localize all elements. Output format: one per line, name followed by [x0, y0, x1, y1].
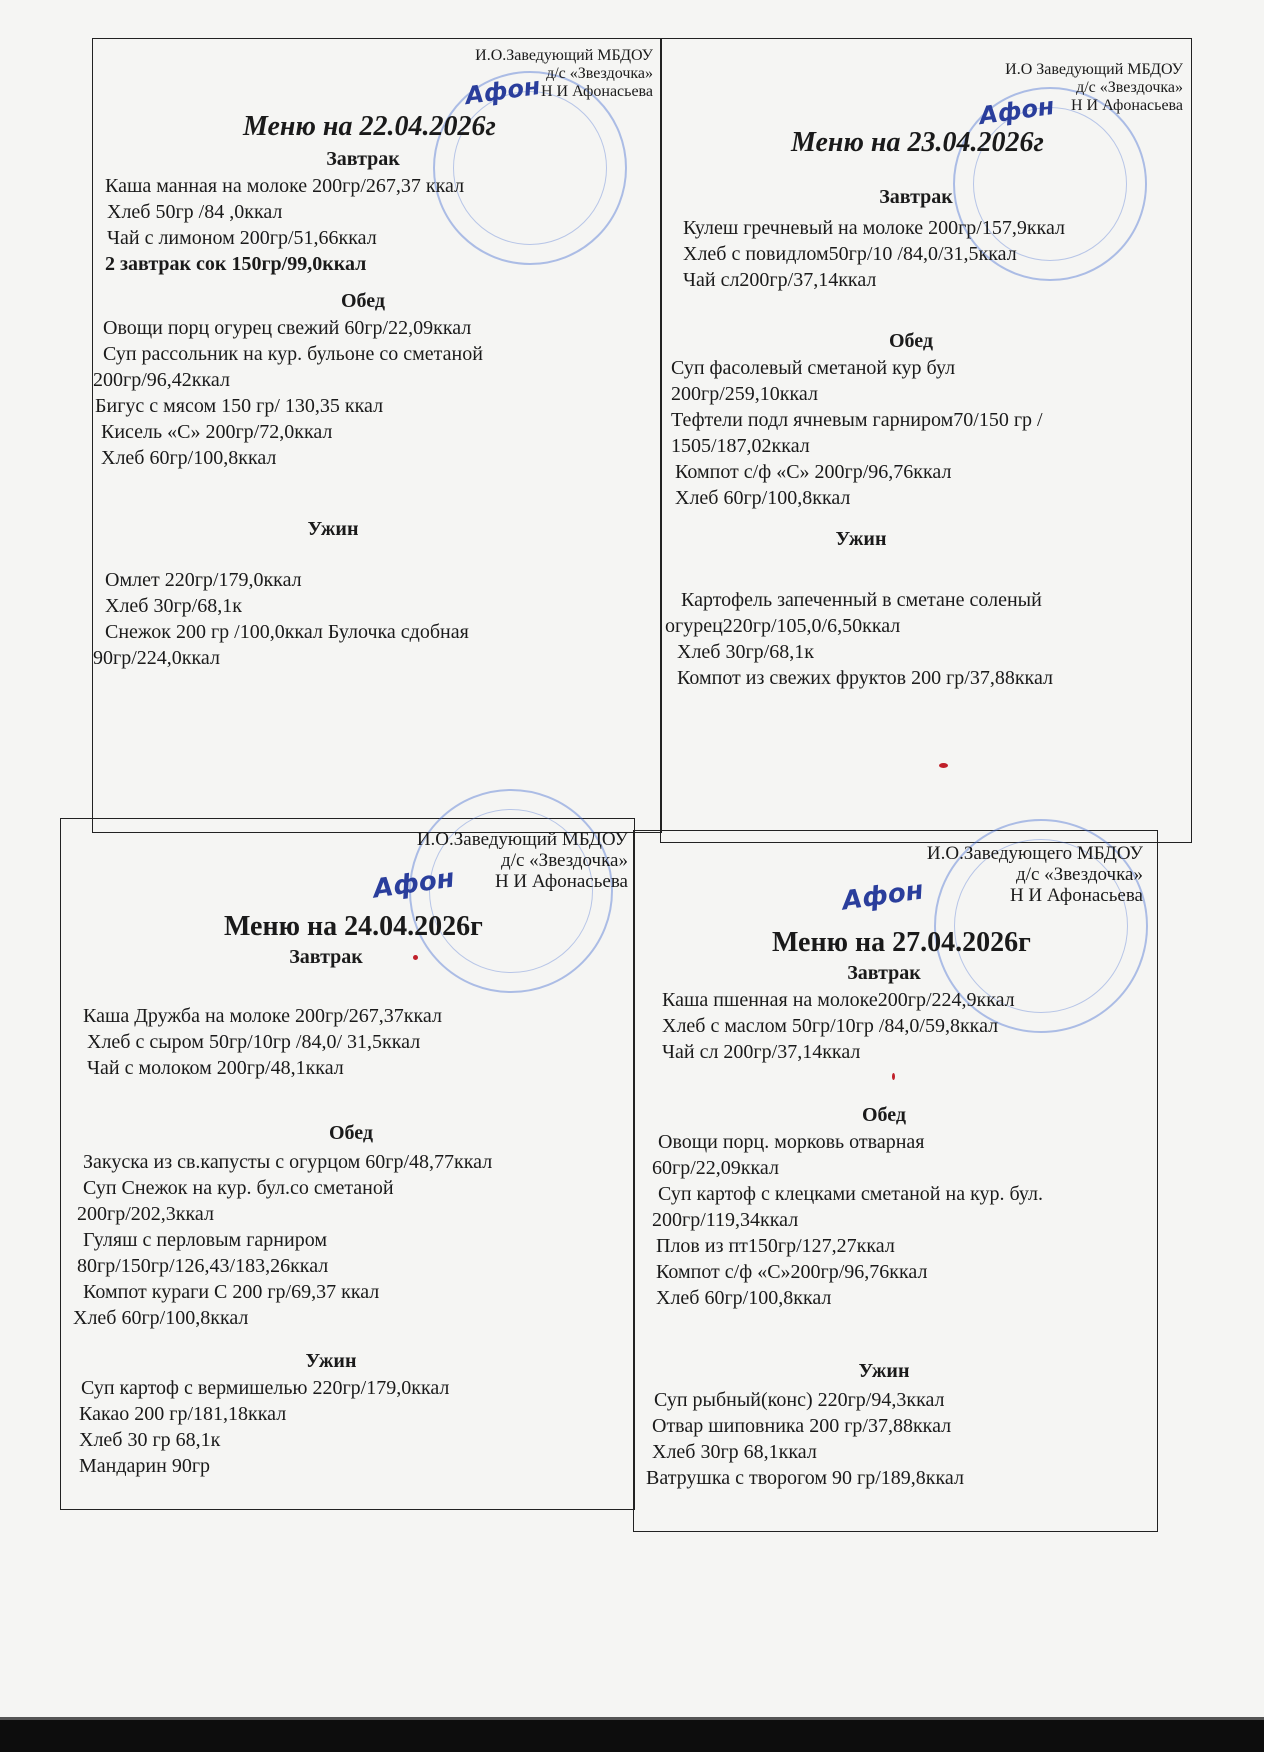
approval-name: Н И Афонасьева: [1009, 885, 1143, 906]
lunch-list: [661, 355, 1043, 511]
list-item: Хлеб с повидлом50гр/10 /84,0/31,5ккал: [683, 243, 1017, 265]
list-item: Чай сл200гр/37,14ккал: [683, 269, 877, 291]
list-item: Хлеб 60гр/100,8ккал: [656, 1287, 832, 1309]
list-item: 60гр/22,09ккал: [652, 1157, 779, 1179]
list-item: 200гр/202,3ккал: [77, 1203, 214, 1225]
breakfast-heading: Завтрак: [847, 962, 921, 984]
approval-institution: д/с «Звездочка»: [1016, 864, 1143, 885]
list-item: Суп фасолевый сметаной кур бул: [671, 357, 956, 379]
approval-name: Н И Афонасьева: [540, 83, 653, 100]
list-item: Компот из свежих фруктов 200 гр/37,88ккал: [677, 667, 1053, 689]
breakfast-list: [105, 173, 464, 277]
list-item: Компот с/ф «С» 200гр/96,76ккал: [675, 461, 952, 483]
list-item: Какао 200 гр/181,18ккал: [79, 1403, 287, 1425]
menu-title: Меню на 23.04.2026г: [791, 127, 1044, 158]
list-item: Овощи порц. морковь отварная: [658, 1131, 925, 1153]
approval-name: Н И Афонасьева: [494, 871, 628, 892]
dinner-list: [634, 1387, 964, 1491]
lunch-heading: Обед: [328, 1122, 374, 1144]
list-item: Бигус с мясом 150 гр/ 130,35 ккал: [95, 395, 384, 417]
list-item: огурец220гр/105,0/6,50ккал: [665, 615, 901, 637]
ink-mark: [892, 1073, 895, 1080]
approval-position: И.О.Заведующий МБДОУ: [416, 829, 628, 850]
list-item: Картофель запеченный в сметане соленый: [681, 589, 1042, 611]
list-item: Компот кураги С 200 гр/69,37 ккал: [83, 1281, 380, 1303]
list-item: Мандарин 90гр: [79, 1455, 211, 1477]
approval-block: [927, 843, 1143, 906]
list-item: Суп рыбный(конс) 220гр/94,3ккал: [654, 1389, 945, 1411]
list-item: Чай сл 200гр/37,14ккал: [662, 1041, 861, 1063]
list-item: Кулеш гречневый на молоке 200гр/157,9ккал: [683, 217, 1065, 239]
signature: Афон: [463, 71, 543, 111]
list-item: Хлеб 60гр/100,8ккал: [101, 447, 277, 469]
list-item: Суп картоф с вермишелью 220гр/179,0ккал: [81, 1377, 450, 1399]
breakfast-list: [61, 1003, 442, 1081]
breakfast-list: [634, 987, 1015, 1065]
list-item: 200гр/96,42ккал: [93, 369, 230, 391]
approval-position: И.О.Заведующего МБДОУ: [926, 843, 1143, 864]
list-item: Плов из пт150гр/127,27ккал: [656, 1235, 895, 1257]
list-item: Суп рассольник на кур. бульоне со сметаной: [103, 343, 483, 365]
list-item: Хлеб 30гр/68,1к: [677, 641, 814, 663]
list-item: Компот с/ф «С»200гр/96,76ккал: [656, 1261, 928, 1283]
list-item: Отвар шиповника 200 гр/37,88ккал: [652, 1415, 952, 1437]
list-item: Хлеб с сыром 50гр/10гр /84,0/ 31,5ккал: [87, 1031, 421, 1053]
breakfast-heading: Завтрак: [879, 186, 953, 208]
list-item: Хлеб 60гр/100,8ккал: [675, 487, 851, 509]
list-item: Каша пшенная на молоке200гр/224,9ккал: [662, 989, 1015, 1011]
list-item: Ватрушка с творогом 90 гр/189,8ккал: [646, 1467, 964, 1489]
list-item: Суп картоф с клецками сметаной на кур. бул.: [658, 1183, 1044, 1205]
list-item: Тефтели подл ячневым гарниром70/150 гр /: [671, 409, 1043, 431]
list-item: Снежок 200 гр /100,0ккал Булочка сдобная: [105, 621, 469, 643]
menu-card-24-04: [60, 818, 635, 1510]
list-item: 90гр/224,0ккал: [93, 647, 220, 669]
ink-mark: [939, 763, 948, 768]
breakfast-heading: Завтрак: [326, 148, 400, 170]
list-item: Чай с лимоном 200гр/51,66ккал: [107, 227, 377, 249]
signature: Афон: [840, 875, 926, 917]
list-item: 80гр/150гр/126,43/183,26ккал: [77, 1255, 329, 1277]
dinner-heading: Ужин: [835, 528, 887, 550]
list-item: 200гр/259,10ккал: [671, 383, 818, 405]
breakfast-heading: Завтрак: [289, 946, 363, 968]
lunch-heading: Обед: [861, 1104, 907, 1126]
approval-name: Н И Афонасьева: [1070, 97, 1183, 114]
ink-mark: [413, 955, 418, 960]
menu-card-23-04: [660, 38, 1192, 843]
list-item: Каша манная на молоке 200гр/267,37 ккал: [105, 175, 465, 197]
dinner-list: [61, 1375, 449, 1479]
approval-position: И.О.Заведующий МБДОУ: [475, 47, 653, 64]
lunch-list: [634, 1129, 1043, 1311]
list-item: Закуска из св.капусты с огурцом 60гр/48,77ккал: [83, 1151, 493, 1173]
lunch-heading: Обед: [888, 330, 934, 352]
list-item: Хлеб 30гр/68,1к: [105, 595, 242, 617]
list-item: Хлеб 30 гр 68,1к: [79, 1429, 221, 1451]
list-item: Хлеб 60гр/100,8ккал: [73, 1307, 249, 1329]
list-item: 1505/187,02ккал: [671, 435, 810, 457]
dinner-list: [93, 567, 469, 671]
list-item: Каша Дружба на молоке 200гр/267,37ккал: [83, 1005, 442, 1027]
list-item: Хлеб 50гр /84 ,0ккал: [107, 201, 283, 223]
list-item: Гуляш с перловым гарниром: [83, 1229, 327, 1251]
lunch-list: [93, 315, 483, 471]
approval-institution: д/с «Звездочка»: [1076, 79, 1183, 96]
scanner-edge: [0, 1720, 1264, 1752]
list-item: Суп Снежок на кур. бул.со сметаной: [83, 1177, 394, 1199]
lunch-list: [61, 1149, 492, 1331]
signature: Афон: [371, 863, 457, 905]
lunch-heading: Обед: [340, 290, 386, 312]
menu-title: Меню на 27.04.2026г: [772, 927, 1031, 958]
dinner-heading: Ужин: [305, 1350, 357, 1372]
breakfast-list: [661, 215, 1065, 293]
approval-position: И.О Заведующий МБДОУ: [1005, 61, 1183, 78]
list-item: Овощи порц огурец свежий 60гр/22,09ккал: [103, 317, 472, 339]
menu-card-27-04: [633, 830, 1158, 1532]
menu-title: Меню на 22.04.2026г: [243, 111, 496, 142]
second-breakfast: 2 завтрак сок 150гр/99,0ккал: [105, 253, 367, 275]
dinner-heading: Ужин: [307, 518, 359, 540]
list-item: 200гр/119,34ккал: [652, 1209, 799, 1231]
list-item: Омлет 220гр/179,0ккал: [105, 569, 302, 591]
approval-institution: д/с «Звездочка»: [546, 65, 653, 82]
signature: Афон: [977, 91, 1057, 131]
dinner-list: [661, 587, 1053, 691]
dinner-heading: Ужин: [858, 1360, 910, 1382]
list-item: Кисель «С» 200гр/72,0ккал: [101, 421, 333, 443]
menu-card-22-04: [92, 38, 662, 833]
list-item: Чай с молоком 200гр/48,1ккал: [87, 1057, 344, 1079]
list-item: Хлеб 30гр 68,1ккал: [652, 1441, 817, 1463]
list-item: Хлеб с маслом 50гр/10гр /84,0/59,8ккал: [662, 1015, 999, 1037]
menu-title: Меню на 24.04.2026г: [224, 911, 483, 942]
approval-institution: д/с «Звездочка»: [501, 850, 628, 871]
